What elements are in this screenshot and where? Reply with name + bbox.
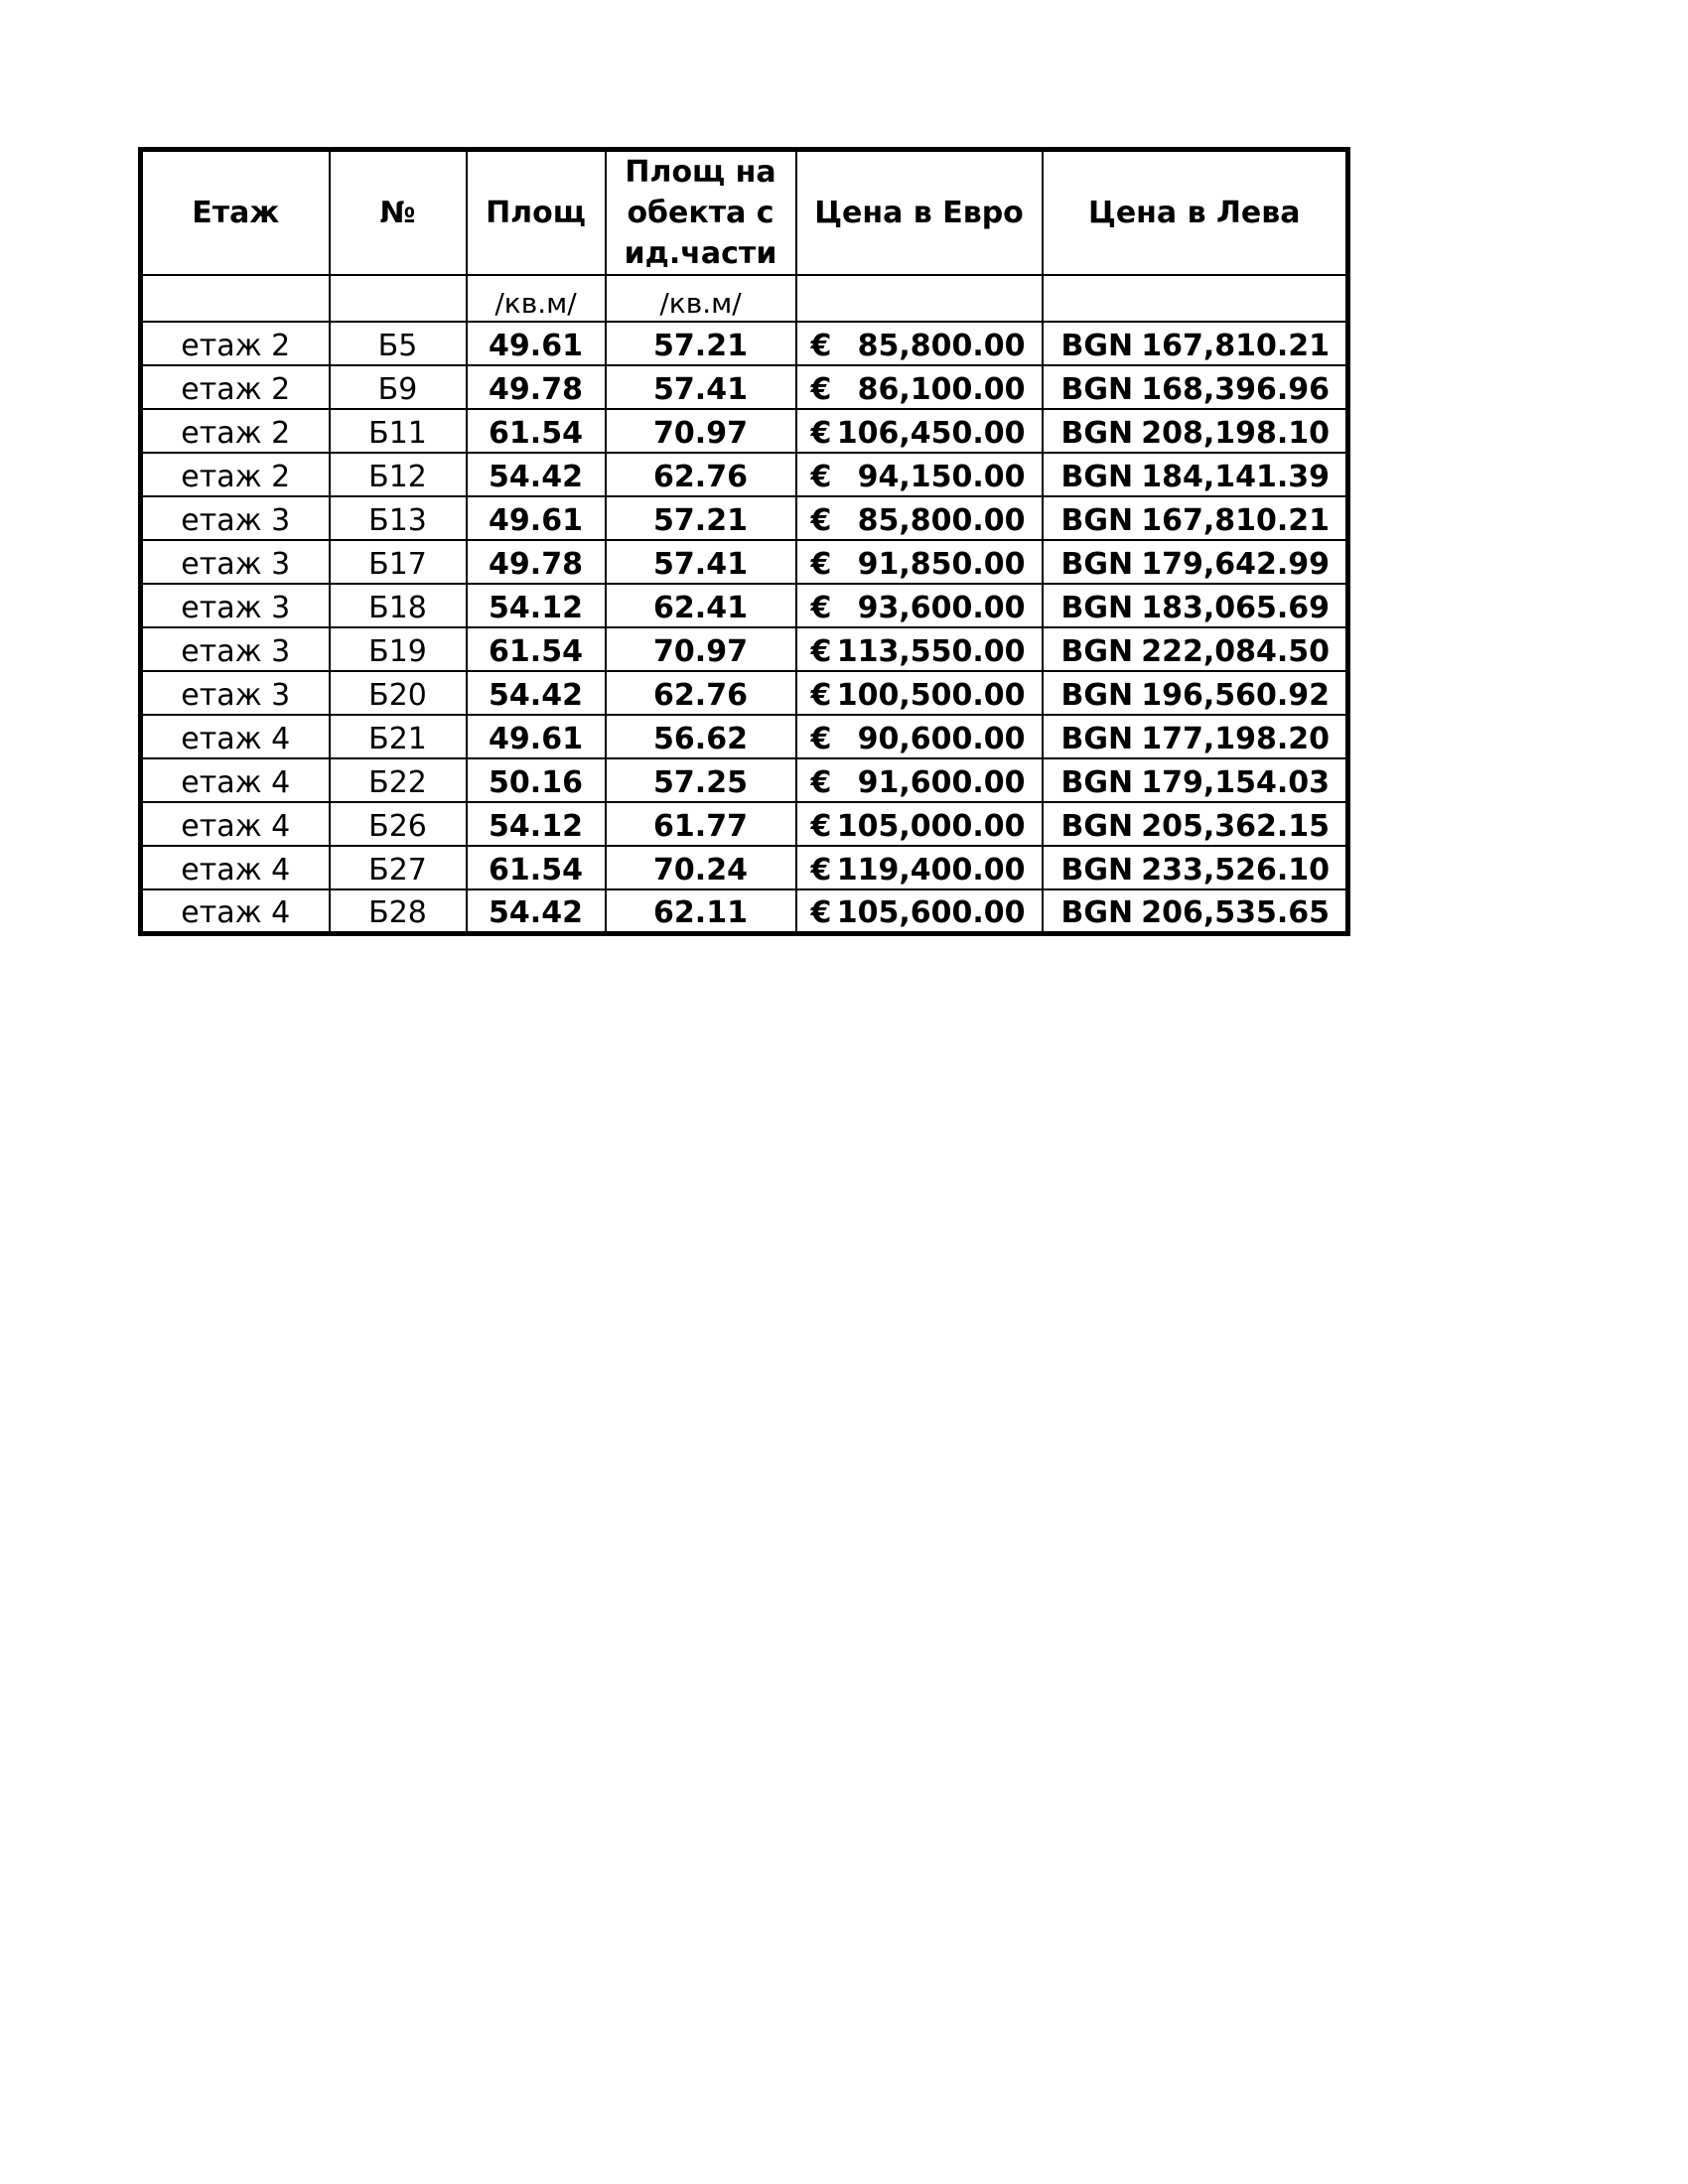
cell-area-with-parts: 57.21 bbox=[606, 496, 796, 540]
price-eur-value: 90,600.00 bbox=[857, 722, 1026, 756]
cell-price-bgn bbox=[1043, 453, 1348, 496]
cell-floor: етаж 2 bbox=[141, 453, 330, 496]
table-row bbox=[141, 889, 1348, 933]
units-row bbox=[141, 275, 1348, 322]
cell-floor: етаж 4 bbox=[141, 846, 330, 889]
price-eur-value: 85,800.00 bbox=[857, 503, 1026, 538]
cell-price-eur bbox=[796, 322, 1043, 365]
cell-number: Б12 bbox=[330, 453, 467, 496]
cell-area-with-parts: 70.97 bbox=[606, 409, 796, 453]
price-bgn-value: 184,141.39 bbox=[1141, 460, 1330, 494]
price-bgn-value: 183,065.69 bbox=[1141, 591, 1330, 625]
table-row bbox=[141, 802, 1348, 846]
cell-number: Б22 bbox=[330, 758, 467, 802]
euro-symbol: € bbox=[810, 678, 832, 713]
price-eur-value: 106,450.00 bbox=[836, 416, 1026, 451]
price-eur-value: 113,550.00 bbox=[836, 634, 1026, 669]
bgn-code: BGN bbox=[1060, 894, 1134, 930]
euro-symbol: € bbox=[810, 722, 832, 756]
euro-symbol: € bbox=[810, 853, 832, 887]
price-bgn-value: 167,810.21 bbox=[1141, 503, 1330, 538]
cell-area-with-parts: 62.76 bbox=[606, 453, 796, 496]
cell-floor: етаж 4 bbox=[141, 889, 330, 933]
table-row bbox=[141, 715, 1348, 758]
bgn-code: BGN bbox=[1060, 329, 1134, 363]
cell-price-bgn bbox=[1043, 627, 1348, 671]
cell-floor: етаж 2 bbox=[141, 409, 330, 453]
cell-price-bgn bbox=[1043, 715, 1348, 758]
cell-floor: етаж 4 bbox=[141, 758, 330, 802]
bgn-code: BGN bbox=[1060, 503, 1134, 538]
bgn-code: BGN bbox=[1060, 722, 1134, 756]
cell-price-bgn bbox=[1043, 584, 1348, 627]
price-bgn-value: 167,810.21 bbox=[1141, 329, 1330, 363]
cell-area: 54.42 bbox=[467, 889, 606, 933]
cell-area-with-parts: 62.41 bbox=[606, 584, 796, 627]
bgn-code: BGN bbox=[1060, 460, 1134, 494]
cell-price-bgn bbox=[1043, 758, 1348, 802]
cell-area-with-parts: 70.24 bbox=[606, 846, 796, 889]
cell-price-eur bbox=[796, 846, 1043, 889]
euro-symbol: € bbox=[810, 634, 832, 669]
cell-price-bgn bbox=[1043, 540, 1348, 584]
price-eur-value: 119,400.00 bbox=[836, 853, 1026, 887]
table-row bbox=[141, 496, 1348, 540]
price-eur-value: 105,000.00 bbox=[836, 809, 1026, 844]
euro-symbol: € bbox=[810, 460, 832, 494]
price-bgn-value: 205,362.15 bbox=[1141, 809, 1330, 844]
cell-price-eur bbox=[796, 365, 1043, 409]
cell-price-bgn bbox=[1043, 802, 1348, 846]
cell-floor: етаж 4 bbox=[141, 715, 330, 758]
header-price-eur: Цена в Евро bbox=[796, 150, 1043, 276]
cell-price-bgn bbox=[1043, 496, 1348, 540]
price-bgn-value: 179,154.03 bbox=[1141, 765, 1330, 800]
euro-symbol: € bbox=[810, 416, 832, 451]
price-bgn-value: 206,535.65 bbox=[1141, 894, 1330, 930]
cell-area-with-parts: 57.21 bbox=[606, 322, 796, 365]
price-eur-value: 91,600.00 bbox=[857, 765, 1026, 800]
cell-area-with-parts: 57.41 bbox=[606, 540, 796, 584]
cell-area-with-parts: 57.25 bbox=[606, 758, 796, 802]
bgn-code: BGN bbox=[1060, 809, 1134, 844]
price-eur-value: 93,600.00 bbox=[857, 591, 1026, 625]
euro-symbol: € bbox=[810, 372, 832, 407]
cell-floor: етаж 3 bbox=[141, 540, 330, 584]
table-row bbox=[141, 365, 1348, 409]
cell-area-with-parts: 56.62 bbox=[606, 715, 796, 758]
table-row bbox=[141, 627, 1348, 671]
header-price-bgn: Цена в Лева bbox=[1043, 150, 1348, 276]
cell-price-eur bbox=[796, 671, 1043, 715]
euro-symbol: € bbox=[810, 329, 832, 363]
table-row bbox=[141, 409, 1348, 453]
table-row bbox=[141, 758, 1348, 802]
cell-price-eur bbox=[796, 453, 1043, 496]
cell-area: 61.54 bbox=[467, 409, 606, 453]
euro-symbol: € bbox=[810, 503, 832, 538]
cell-price-bgn bbox=[1043, 889, 1348, 933]
table-body bbox=[141, 322, 1348, 933]
bgn-code: BGN bbox=[1060, 372, 1134, 407]
cell-area: 54.42 bbox=[467, 453, 606, 496]
price-bgn-value: 196,560.92 bbox=[1141, 678, 1330, 713]
cell-number: Б17 bbox=[330, 540, 467, 584]
cell-price-bgn bbox=[1043, 671, 1348, 715]
cell-price-eur bbox=[796, 496, 1043, 540]
price-bgn-value: 233,526.10 bbox=[1141, 853, 1330, 887]
table-row bbox=[141, 584, 1348, 627]
cell-price-bgn bbox=[1043, 846, 1348, 889]
bgn-code: BGN bbox=[1060, 591, 1134, 625]
cell-area-with-parts: 61.77 bbox=[606, 802, 796, 846]
cell-price-bgn bbox=[1043, 409, 1348, 453]
price-eur-value: 85,800.00 bbox=[857, 329, 1026, 363]
cell-area-with-parts: 62.76 bbox=[606, 671, 796, 715]
price-bgn-value: 177,198.20 bbox=[1141, 722, 1330, 756]
cell-price-eur bbox=[796, 758, 1043, 802]
bgn-code: BGN bbox=[1060, 853, 1134, 887]
cell-floor: етаж 3 bbox=[141, 496, 330, 540]
euro-symbol: € bbox=[810, 894, 832, 930]
cell-price-eur bbox=[796, 715, 1043, 758]
cell-price-eur bbox=[796, 889, 1043, 933]
cell-price-eur bbox=[796, 540, 1043, 584]
price-eur-value: 100,500.00 bbox=[836, 678, 1026, 713]
cell-price-eur bbox=[796, 409, 1043, 453]
bgn-code: BGN bbox=[1060, 547, 1134, 582]
cell-floor: етаж 3 bbox=[141, 627, 330, 671]
euro-symbol: € bbox=[810, 765, 832, 800]
header-floor: Етаж bbox=[141, 150, 330, 276]
unit-floor bbox=[141, 275, 330, 322]
cell-price-eur bbox=[796, 802, 1043, 846]
cell-area-with-parts: 70.97 bbox=[606, 627, 796, 671]
cell-area: 54.12 bbox=[467, 584, 606, 627]
cell-floor: етаж 2 bbox=[141, 365, 330, 409]
unit-price-bgn bbox=[1043, 275, 1348, 322]
price-bgn-value: 168,396.96 bbox=[1141, 372, 1330, 407]
cell-area: 61.54 bbox=[467, 846, 606, 889]
cell-price-eur bbox=[796, 627, 1043, 671]
unit-area-with-parts: /кв.м/ bbox=[606, 275, 796, 322]
cell-number: Б13 bbox=[330, 496, 467, 540]
table-row bbox=[141, 540, 1348, 584]
cell-floor: етаж 3 bbox=[141, 584, 330, 627]
apartment-price-table bbox=[138, 147, 1350, 936]
cell-number: Б9 bbox=[330, 365, 467, 409]
cell-area: 49.78 bbox=[467, 365, 606, 409]
bgn-code: BGN bbox=[1060, 416, 1134, 451]
unit-number bbox=[330, 275, 467, 322]
cell-price-bgn bbox=[1043, 365, 1348, 409]
table-row bbox=[141, 322, 1348, 365]
price-eur-value: 105,600.00 bbox=[836, 894, 1026, 930]
bgn-code: BGN bbox=[1060, 765, 1134, 800]
cell-number: Б11 bbox=[330, 409, 467, 453]
cell-area: 54.42 bbox=[467, 671, 606, 715]
price-eur-value: 91,850.00 bbox=[857, 547, 1026, 582]
cell-number: Б18 bbox=[330, 584, 467, 627]
price-eur-value: 94,150.00 bbox=[857, 460, 1026, 494]
bgn-code: BGN bbox=[1060, 678, 1134, 713]
cell-number: Б21 bbox=[330, 715, 467, 758]
cell-floor: етаж 4 bbox=[141, 802, 330, 846]
cell-number: Б19 bbox=[330, 627, 467, 671]
cell-number: Б27 bbox=[330, 846, 467, 889]
bgn-code: BGN bbox=[1060, 634, 1134, 669]
price-eur-value: 86,100.00 bbox=[857, 372, 1026, 407]
price-bgn-value: 179,642.99 bbox=[1141, 547, 1330, 582]
cell-area: 49.61 bbox=[467, 496, 606, 540]
euro-symbol: € bbox=[810, 809, 832, 844]
table-row bbox=[141, 671, 1348, 715]
price-bgn-value: 208,198.10 bbox=[1141, 416, 1330, 451]
header-area: Площ bbox=[467, 150, 606, 276]
cell-area: 61.54 bbox=[467, 627, 606, 671]
cell-area: 49.61 bbox=[467, 715, 606, 758]
cell-floor: етаж 3 bbox=[141, 671, 330, 715]
cell-price-bgn bbox=[1043, 322, 1348, 365]
header-area-with-parts: Площ на обекта с ид.части bbox=[606, 150, 796, 276]
unit-area: /кв.м/ bbox=[467, 275, 606, 322]
cell-price-eur bbox=[796, 584, 1043, 627]
cell-number: Б26 bbox=[330, 802, 467, 846]
cell-number: Б5 bbox=[330, 322, 467, 365]
cell-area-with-parts: 57.41 bbox=[606, 365, 796, 409]
cell-number: Б28 bbox=[330, 889, 467, 933]
header-row bbox=[141, 150, 1348, 276]
euro-symbol: € bbox=[810, 547, 832, 582]
cell-floor: етаж 2 bbox=[141, 322, 330, 365]
cell-number: Б20 bbox=[330, 671, 467, 715]
euro-symbol: € bbox=[810, 591, 832, 625]
table-row bbox=[141, 846, 1348, 889]
price-bgn-value: 222,084.50 bbox=[1141, 634, 1330, 669]
cell-area: 50.16 bbox=[467, 758, 606, 802]
table-row bbox=[141, 453, 1348, 496]
cell-area: 49.78 bbox=[467, 540, 606, 584]
cell-area-with-parts: 62.11 bbox=[606, 889, 796, 933]
cell-area: 54.12 bbox=[467, 802, 606, 846]
unit-price-eur bbox=[796, 275, 1043, 322]
cell-area: 49.61 bbox=[467, 322, 606, 365]
header-number: № bbox=[330, 150, 467, 276]
